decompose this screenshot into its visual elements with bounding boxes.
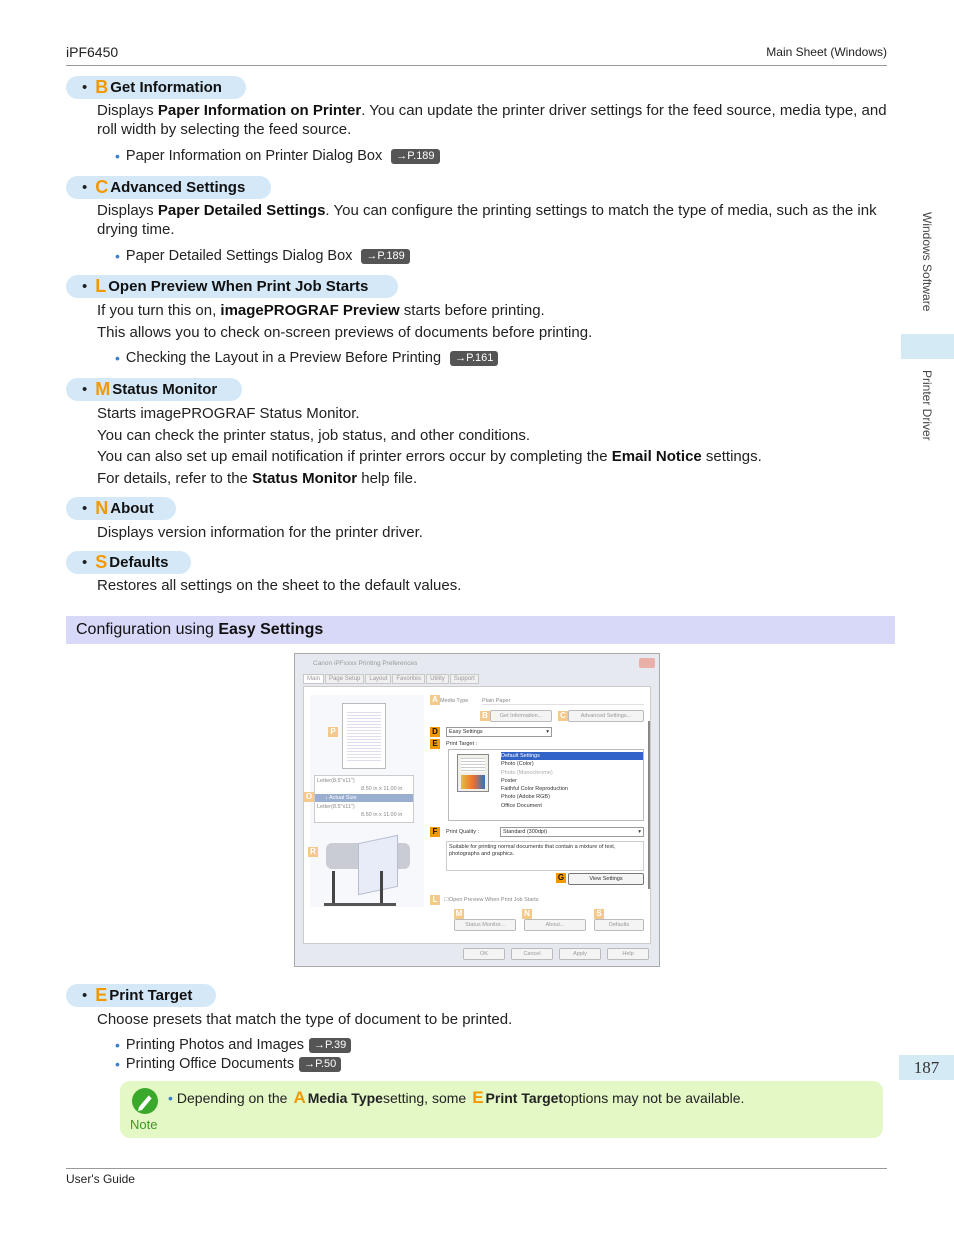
item-l-link[interactable]: • Checking the Layout in a Preview Before Printing →P.161: [115, 350, 498, 366]
marker-g: G: [557, 873, 565, 882]
item-heading-l: • L Open Preview When Print Job Starts: [66, 275, 398, 298]
item-c-link[interactable]: • Paper Detailed Settings Dialog Box →P.189: [115, 248, 410, 264]
footer-guide: User's Guide: [66, 1172, 135, 1186]
sidebar-tab-printer-driver[interactable]: Printer Driver: [920, 370, 934, 441]
item-m-line3: You can also set up email notification if printer errors occur by completing the Email Notice settings.: [97, 448, 762, 465]
status-monitor-button[interactable]: Status Monitor...: [454, 919, 516, 931]
target-thumbnail-icon: [457, 754, 489, 792]
page-ref[interactable]: →P.161: [450, 351, 498, 366]
marker-b: B: [480, 711, 490, 721]
pencil-icon: [131, 1087, 159, 1115]
list-item[interactable]: Photo (Monochrome): [501, 769, 553, 776]
tab-favorites[interactable]: Favorites: [392, 674, 425, 684]
item-s-line1: Restores all settings on the sheet to the default values.: [97, 577, 462, 594]
open-preview-checkbox[interactable]: ☐Open Preview When Print Job Starts: [444, 897, 539, 903]
quality-label: Print Quality :: [446, 829, 480, 835]
print-target-label: Print Target :: [446, 741, 478, 747]
item-title: Open Preview When Print Job Starts: [108, 278, 369, 295]
marker-f: F: [430, 827, 440, 837]
tab-page-setup[interactable]: Page Setup: [325, 674, 364, 684]
about-button[interactable]: About...: [524, 919, 586, 931]
list-item[interactable]: Office Document: [501, 802, 542, 809]
item-title: Print Target: [109, 987, 193, 1004]
list-item[interactable]: Poster: [501, 777, 517, 784]
marker-l: L: [430, 895, 440, 905]
tab-support[interactable]: Support: [450, 674, 479, 684]
marker-m: M: [455, 909, 463, 918]
sidebar-tab-windows-software[interactable]: Windows Software: [920, 212, 934, 312]
list-item[interactable]: Default Settings: [501, 752, 643, 760]
note-text: • Depending on the A Media Type setting, some E Print Target options may not be available.: [168, 1088, 745, 1107]
mode-combo[interactable]: Easy Settings ▾: [446, 727, 552, 737]
item-heading-s: • S Defaults: [66, 551, 191, 574]
media-type-combo[interactable]: Plain Paper: [482, 698, 644, 705]
page-ref[interactable]: →P.39: [309, 1038, 351, 1053]
item-b-link[interactable]: • Paper Information on Printer Dialog Box →P.189: [115, 148, 440, 164]
page-number: 187: [899, 1055, 954, 1080]
marker-e: E: [430, 739, 440, 749]
tab-main[interactable]: Main: [303, 674, 324, 684]
list-item[interactable]: Photo (Color): [501, 761, 534, 768]
marker-o: O: [305, 792, 313, 801]
page-ref[interactable]: →P.50: [299, 1057, 341, 1072]
page-preview: [342, 703, 386, 769]
dialog-tabs: [303, 674, 480, 684]
window-title: Canon iPFxxxx Printing Preferences: [313, 660, 418, 667]
section-heading: Configuration using Easy Settings: [66, 616, 895, 644]
item-letter: L: [95, 276, 107, 296]
header-section: Main Sheet (Windows): [766, 45, 887, 59]
item-heading-e: • E Print Target: [66, 984, 216, 1007]
chevron-down-icon: ▾: [638, 829, 641, 835]
tab-utility[interactable]: Utility: [426, 674, 449, 684]
ok-button[interactable]: OK: [463, 948, 505, 960]
defaults-button[interactable]: Defaults: [594, 919, 644, 931]
marker-p: P: [328, 727, 338, 737]
item-title: Advanced Settings: [110, 179, 246, 196]
actual-size-bar[interactable]: ↓ Actual Size: [315, 794, 413, 802]
page-ref[interactable]: →P.189: [391, 149, 439, 164]
list-item[interactable]: Faithful Color Reproduction: [501, 786, 568, 793]
main-panel: [303, 686, 651, 944]
marker-s: S: [594, 909, 604, 919]
footer-rule: [66, 1168, 887, 1169]
tab-layout[interactable]: Layout: [365, 674, 391, 684]
item-m-line1: Starts imagePROGRAF Status Monitor.: [97, 405, 360, 422]
get-information-button[interactable]: Get Information...: [490, 710, 552, 722]
item-heading-c: • C Advanced Settings: [66, 176, 271, 199]
print-target-box: [448, 749, 644, 821]
list-item[interactable]: Photo (Adobe RGB): [501, 794, 550, 801]
item-n-line1: Displays version information for the printer driver.: [97, 524, 423, 541]
apply-button[interactable]: Apply: [559, 948, 601, 960]
item-letter: S: [95, 552, 108, 572]
sidebar-highlight: [901, 334, 954, 359]
close-icon: [639, 658, 655, 668]
item-heading-b: • B Get Information: [66, 76, 246, 99]
item-e-description: Choose presets that match the type of document to be printed.: [97, 1011, 513, 1028]
paper-size-box: Letter(8.5"x11") 8.50 in x 11.00 in ↓ Actual Size Letter(8.5"x11") 8.50 in x 11.00 in: [314, 775, 414, 823]
marker-n: N: [522, 909, 532, 919]
item-letter: E: [95, 985, 108, 1005]
item-title: About: [110, 500, 154, 517]
item-c-description: Displays Paper Detailed Settings. You can configure the printing settings to match the type of media, such as the ink drying time.: [97, 202, 877, 238]
printer-image: [322, 833, 414, 911]
description-box: Suitable for printing normal documents that contain a mixture of text, photographs and graphics.: [446, 841, 644, 871]
item-e-link-photos[interactable]: • Printing Photos and Images →P.39: [115, 1037, 351, 1053]
note-label: Note: [130, 1117, 158, 1132]
advanced-settings-button[interactable]: Advanced Settings...: [568, 710, 644, 722]
marker-d: D: [430, 727, 440, 737]
scrollbar[interactable]: [648, 721, 650, 889]
item-heading-n: • N About: [66, 497, 176, 520]
item-l-line1: If you turn this on, imagePROGRAF Preview starts before printing.: [97, 302, 545, 319]
page-ref[interactable]: →P.189: [361, 249, 409, 264]
marker-r: R: [308, 847, 318, 857]
header-rule: [66, 65, 887, 66]
cancel-button[interactable]: Cancel: [511, 948, 553, 960]
item-m-line4: For details, refer to the Status Monitor help file.: [97, 470, 418, 487]
media-type-label: Media Type: [440, 698, 469, 704]
chevron-down-icon: ▾: [546, 729, 549, 735]
header-product: iPF6450: [66, 44, 119, 60]
item-heading-m: • M Status Monitor: [66, 378, 242, 401]
item-e-link-office[interactable]: • Printing Office Documents →P.50: [115, 1056, 341, 1072]
quality-combo[interactable]: Standard (300dpi) ▾: [500, 827, 644, 837]
item-title: Status Monitor: [112, 381, 218, 398]
item-title: Defaults: [109, 554, 169, 571]
print-target-list[interactable]: [501, 752, 643, 810]
item-m-line2: You can check the printer status, job status, and other conditions.: [97, 427, 531, 444]
item-letter: C: [95, 177, 109, 197]
view-settings-button[interactable]: View Settings: [568, 873, 644, 885]
item-letter: B: [95, 77, 109, 97]
help-button[interactable]: Help: [607, 948, 649, 960]
marker-a: A: [430, 695, 440, 705]
item-letter: N: [95, 498, 109, 518]
item-l-line2: This allows you to check on-screen previews of documents before printing.: [97, 324, 593, 341]
marker-c: C: [558, 711, 568, 721]
item-title: Get Information: [110, 79, 222, 96]
item-b-description: Displays Paper Information on Printer. You can update the printer driver settings for the feed source, media type, and roll width by selecting the feed source.: [97, 102, 887, 138]
item-letter: M: [95, 379, 111, 399]
dialog-screenshot: [294, 653, 660, 967]
